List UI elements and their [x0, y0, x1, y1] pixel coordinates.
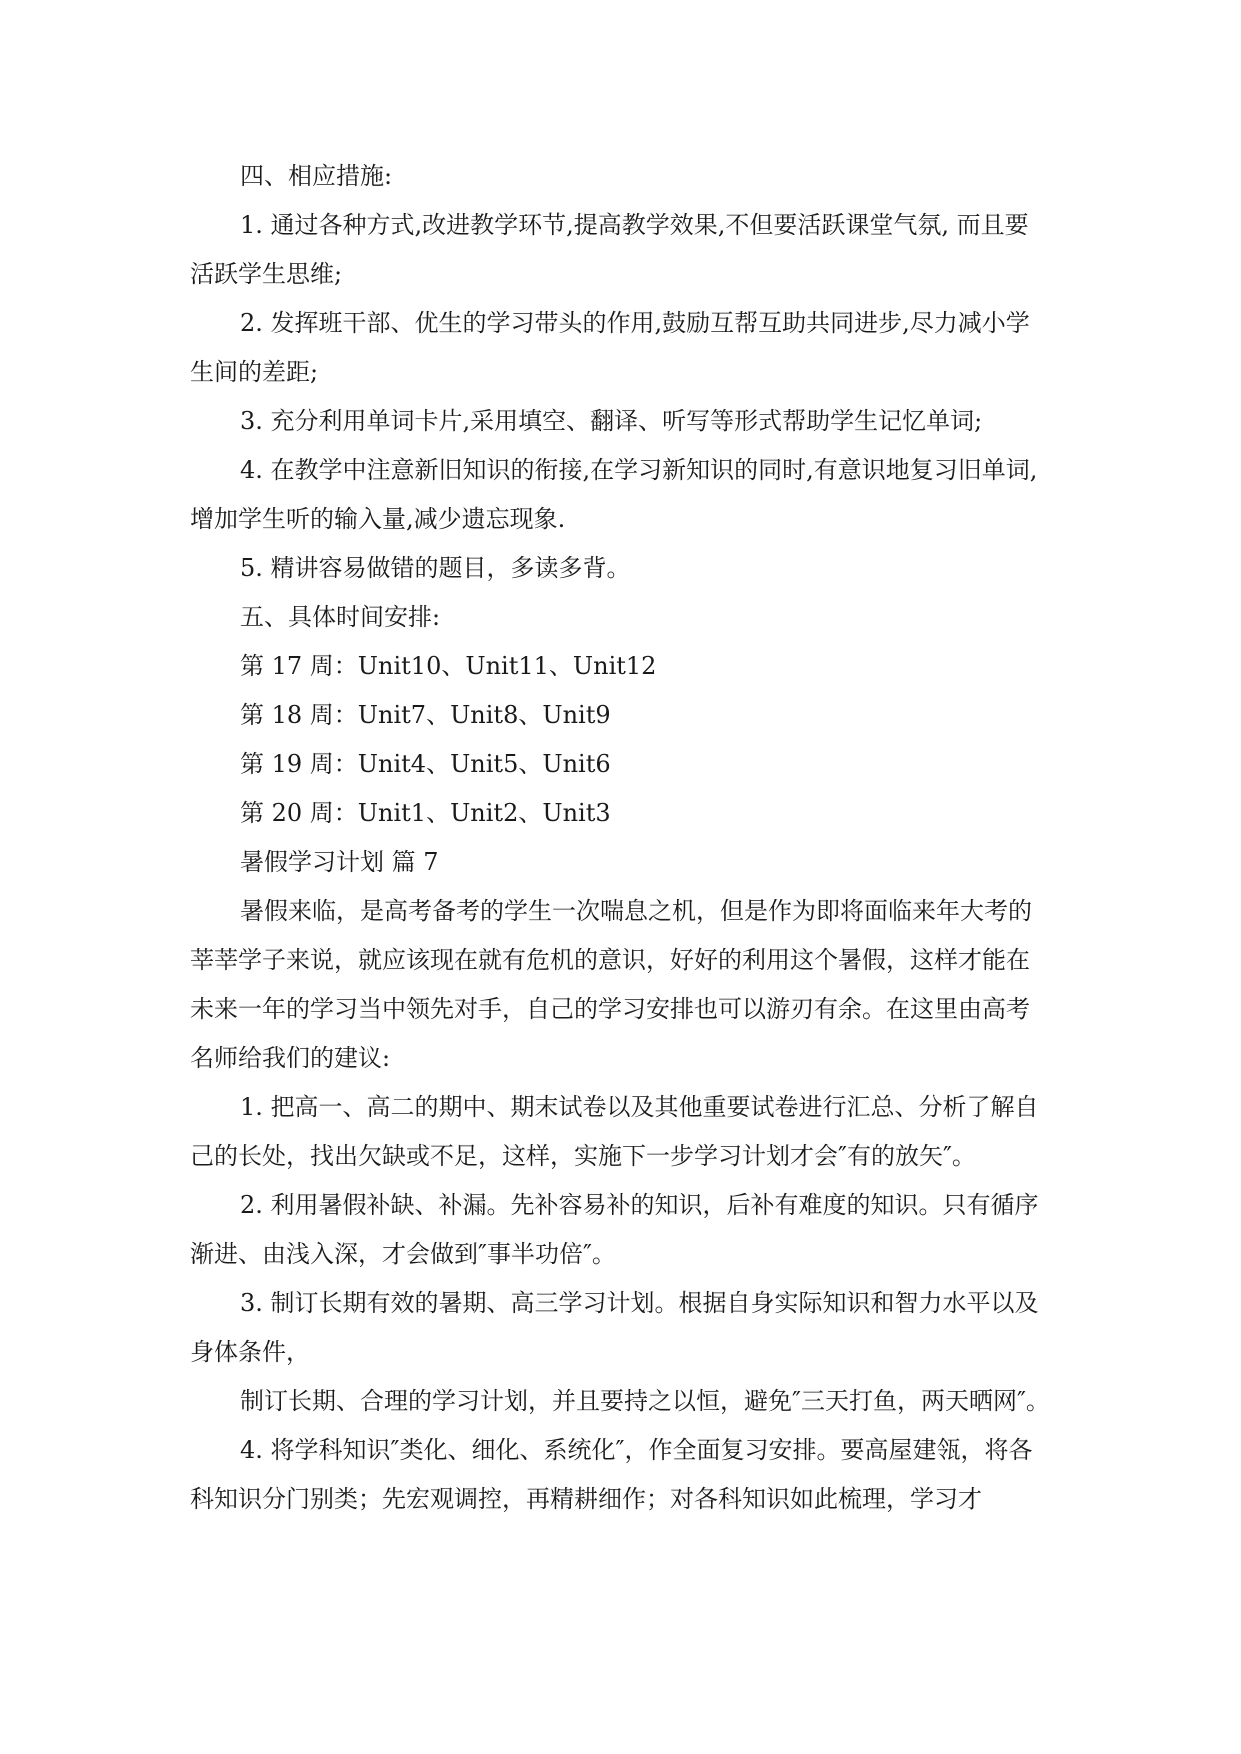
measure-item-1: 1. 通过各种方式,改进教学环节,提高教学效果,不但要活跃课堂气氛, 而且要活跃学生思维; — [190, 211, 1029, 288]
schedule-week-20: 第 20 周：Unit1、Unit2、Unit3 — [240, 799, 611, 827]
advice-item-3-continued: 制订长期、合理的学习计划，并且要持之以恒，避免″三天打鱼，两天晒网″。 — [240, 1387, 1050, 1415]
advice-item-3: 3. 制订长期有效的暑期、高三学习计划。根据自身实际知识和智力水平以及身体条件， — [190, 1289, 1039, 1366]
section-heading-measures: 四、相应措施: — [240, 162, 393, 190]
intro-paragraph: 暑假来临，是高考备考的学生一次喘息之机，但是作为即将面临来年大考的莘莘学子来说，就应该现在就有危机的意识，好好的利用这个暑假，这样才能在未来一年的学习当中领先对手，自己的学习安排也可以游刃有余。在这里由高考名师给我们的建议: — [190, 897, 1032, 1072]
schedule-week-18: 第 18 周：Unit7、Unit8、Unit9 — [240, 701, 611, 729]
measure-item-5: 5. 精讲容易做错的题目，多读多背。 — [240, 554, 631, 582]
schedule-week-17: 第 17 周：Unit10、Unit11、Unit12 — [240, 652, 657, 680]
advice-item-2: 2. 利用暑假补缺、补漏。先补容易补的知识，后补有难度的知识。只有循序渐进、由浅入深，才会做到″事半功倍″。 — [190, 1191, 1039, 1268]
section-heading-schedule: 五、具体时间安排: — [240, 603, 441, 631]
measure-item-2: 2. 发挥班干部、优生的学习带头的作用,鼓励互帮互助共同进步,尽力减小学生间的差距; — [190, 309, 1030, 386]
document-body — [190, 152, 1052, 1524]
advice-item-1: 1. 把高一、高二的期中、期末试卷以及其他重要试卷进行汇总、分析了解自己的长处，找出欠缺或不足，这样，实施下一步学习计划才会″有的放矢″。 — [190, 1093, 1039, 1170]
advice-item-4: 4. 将学科知识″类化、细化、系统化″，作全面复习安排。要高屋建瓴，将各科知识分门别类；先宏观调控，再精耕细作；对各科知识如此梳理，学习才 — [190, 1436, 1033, 1513]
article-title: 暑假学习计划 篇 7 — [240, 848, 439, 876]
schedule-week-19: 第 19 周：Unit4、Unit5、Unit6 — [240, 750, 611, 778]
measure-item-3: 3. 充分利用单词卡片,采用填空、翻译、听写等形式帮助学生记忆单词; — [240, 407, 983, 435]
measure-item-4: 4. 在教学中注意新旧知识的衔接,在学习新知识的同时,有意识地复习旧单词,增加学生听的输入量,减少遗忘现象. — [190, 456, 1038, 533]
